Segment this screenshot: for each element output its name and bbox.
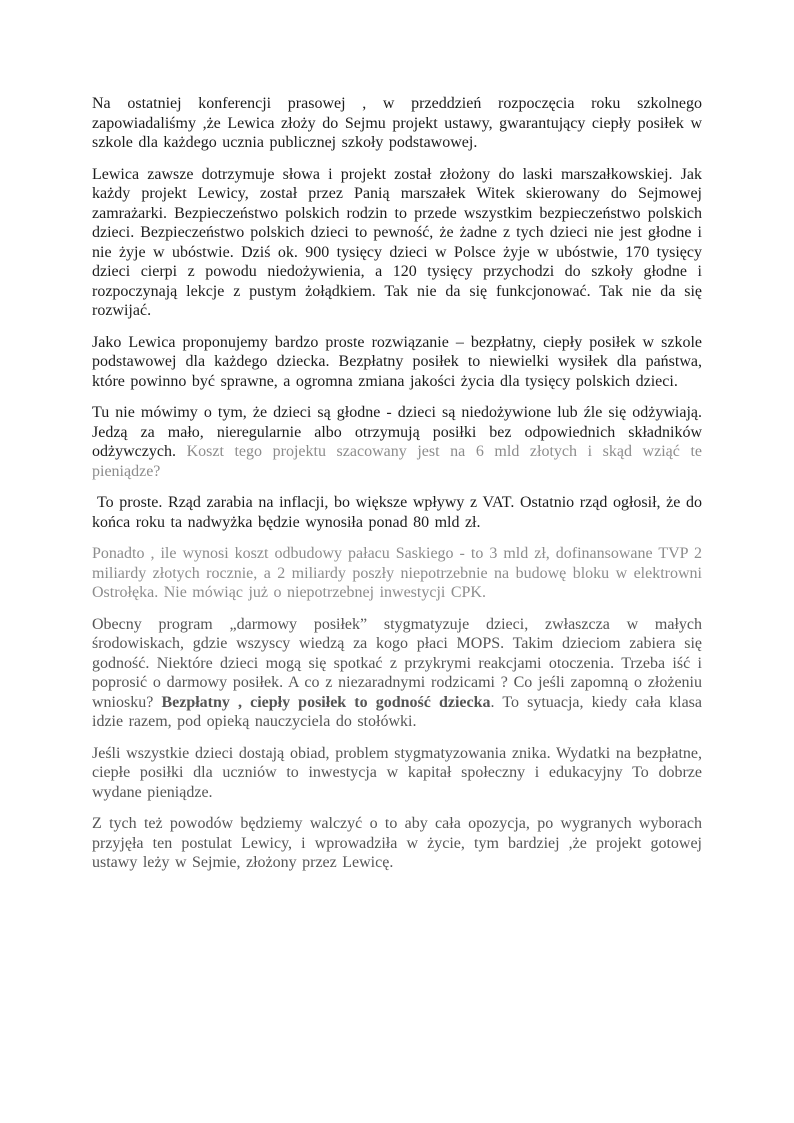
paragraph-2 <box>92 165 702 321</box>
paragraph-4-run-2: Koszt tego projektu szacowany jest na 6 mld złotych i skąd wziąć te pieniądze? <box>92 443 702 480</box>
paragraph-7 <box>92 615 702 732</box>
paragraph-9-run-1: Z tych też powodów będziemy walczyć o to aby cała opozycja, po wygranych wyborach przyjęła ten postulat Lewicy, i wprowadziła w życie, tym bardziej ,że projekt gotowej ustawy leży w Sejmie, złożony przez Lewicę. <box>92 815 702 871</box>
paragraph-4 <box>92 403 702 481</box>
paragraph-3-run-1: Jako Lewica proponujemy bardzo proste rozwiązanie – bezpłatny, ciepły posiłek w szkole podstawowej dla każdego dziecka. Bezpłatny posiłek to niewielki wysiłek dla państwa, które powinno być sprawne, a ogromna zmiana jakości życia dla tysięcy polskich dzieci. <box>92 333 702 390</box>
paragraph-6 <box>92 544 702 603</box>
document-text-block <box>92 94 702 885</box>
paragraph-7-run-3: . To sytuacja, kiedy cała klasa idzie razem, pod opieką nauczyciela do stołówki. <box>92 693 702 730</box>
paragraph-5 <box>92 493 702 532</box>
paragraph-3 <box>92 333 702 392</box>
paragraph-4-run-1: Tu nie mówimy o tym, że dzieci są głodne - dzieci są niedożywione lub źle się odżywiają. Jedzą za mało, nieregularnie albo otrzymują posiłki bez odpowiednich składników odżywczych. <box>92 404 702 460</box>
paragraph-7-run-1: Obecny program „darmowy posiłek” stygmatyzuje dzieci, zwłaszcza w małych środowiskach, gdzie wszyscy wiedzą za kogo płaci MOPS. Takim dzieciom zabiera się godność. Niektóre dzieci mogą się spotkać z przykrymi reakcjami otoczenia. Trzeba iść i poprosić o darmowy posiłek. A co z niezaradnymi rodzicami ? Co jeśli zapomną o złożeniu wniosku? <box>92 615 702 711</box>
paragraph-1-run-1: Na ostatniej konferencji prasowej , w przeddzień rozpoczęcia roku szkolnego zapowiadaliśmy ,że Lewica złoży do Sejmu projekt ustawy, gwarantujący ciepły posiłek w szkole dla każdego ucznia publicznej szkoły podstawowej. <box>92 95 702 151</box>
paragraph-8-run-1: Jeśli wszystkie dzieci dostają obiad, problem stygmatyzowania znika. Wydatki na bezpłatne, ciepłe posiłki dla uczniów to inwestycja w kapitał społeczny i edukacyjny To dobrze wydane pieniądze. <box>92 744 702 801</box>
paragraph-5-run-1: To proste. Rząd zarabia na inflacji, bo większe wpływy z VAT. Ostatnio rząd ogłosił, że do końca roku ta nadwyżka będzie wynosiła ponad 80 mld zł. <box>92 494 702 531</box>
paragraph-9 <box>92 814 702 873</box>
paragraph-1 <box>92 94 702 153</box>
paragraph-6-run-1: Ponadto , ile wynosi koszt odbudowy pałacu Saskiego - to 3 mld zł, dofinansowane TVP 2 miliardy złotych rocznie, a 2 miliardy poszły niepotrzebnie na budowę bloku w elektrowni Ostrołęka. Nie mówiąc już o niepotrzebnej inwestycji CPK. <box>92 545 702 601</box>
paragraph-2-run-1: Lewica zawsze dotrzymuje słowa i projekt został złożony do laski marszałkowskiej. Jak każdy projekt Lewicy, został przez Panią marszałek Witek skierowany do Sejmowej zamrażarki. Bezpieczeństwo polskich rodzin to przede wszystkim bezpieczeństwo polskich dzieci. Bezpieczeństwo polskich dzieci to pewność, że żadne z tych dzieci nie jest głodne i nie żyje w ubóstwie. Dziś ok. 900 tysięcy dzieci w Polsce żyje w ubóstwie, 170 tysięcy dzieci cierpi z powodu niedożywienia, a 120 tysięcy przychodzi do szkoły głodne i rozpoczynają lekcje z pustym żołądkiem. Tak nie da się funkcjonować. Tak nie da się rozwijać. <box>92 165 702 319</box>
paragraph-8 <box>92 744 702 803</box>
paragraph-7-run-2: Bezpłatny , ciepły posiłek to godność dziecka <box>161 693 491 711</box>
